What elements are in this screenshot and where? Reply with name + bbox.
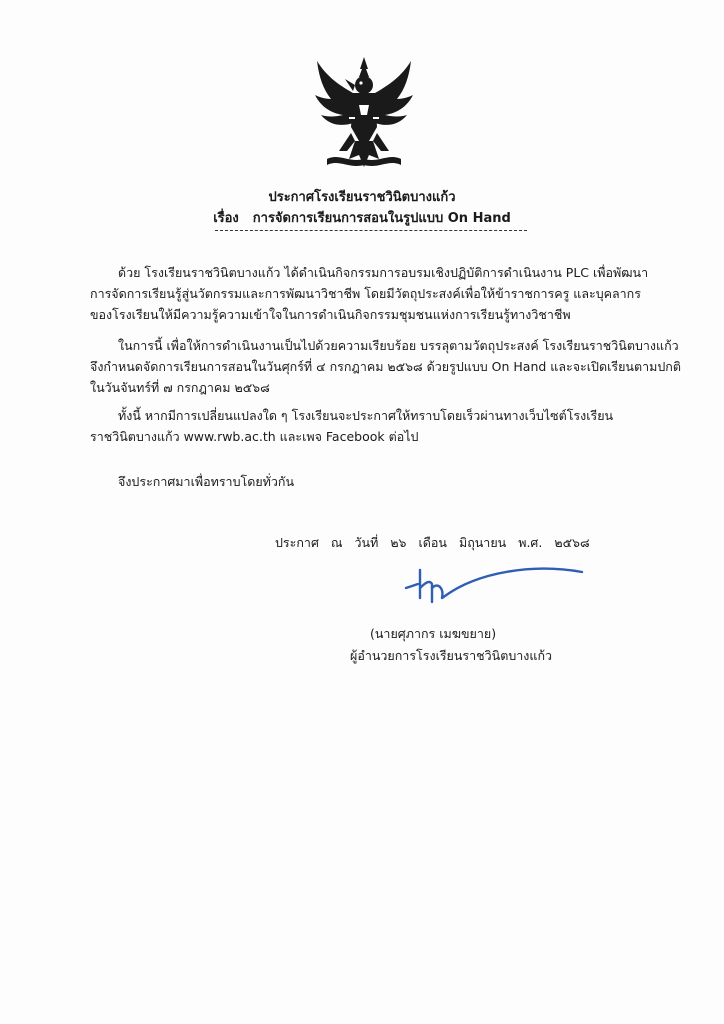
year-value: ๒๕๖๘ [554,535,590,550]
paragraph [90,471,650,492]
signatory-name: (นายศุภากร เมฆขยาย) [370,626,497,641]
date-prefix: ประกาศ [275,535,319,550]
month-value: มิถุนายน [458,535,507,550]
day-label: วันที่ [354,535,379,550]
paragraph-line: ราชวินิตบางแก้ว www.rwb.ac.th และเพจ Facebook ต่อไป [90,429,419,444]
day-value: ๒๖ [390,535,407,550]
paragraph-line: จึงประกาศมาเพื่อทราบโดยทั่วกัน [118,474,295,489]
signature-mark [398,558,588,610]
paragraph-line: ทั้งนี้ หากมีการเปลี่ยนแปลงใด ๆ โรงเรียนจะประกาศให้ทราบโดยเร็วผ่านทางเว็บไซต์โรงเรียน [118,408,614,423]
date-at: ณ [330,535,343,550]
garuda-emblem-icon [309,55,419,175]
announcement-title: ประกาศโรงเรียนราชวินิตบางแก้ว [268,190,456,205]
paragraph-line: การจัดการเรียนรู้สู่นวัตกรรมและการพัฒนาวิชาชีพ โดยมีวัตถุประสงค์เพื่อให้ข้าราชการครู และบุคลากร [90,286,641,301]
paragraph-line: จึงกำหนดจัดการเรียนการสอนในวันศุกร์ที่ ๔ กรกฎาคม ๒๕๖๘ ด้วยรูปแบบ On Hand และจะเปิดเรียนตามปกติ [90,359,681,374]
paragraph-line: ด้วย โรงเรียนราชวินิตบางแก้ว ได้ดำเนินกิจกรรมการอบรมเชิงปฏิบัติการดำเนินงาน PLC เพื่อพัฒนา [118,265,649,280]
paragraph [90,405,650,447]
paragraph-line: ในวันจันทร์ที่ ๗ กรกฎาคม ๒๕๖๘ [90,380,270,395]
year-label: พ.ศ. [518,535,543,550]
announcement-date [275,533,602,553]
subject-line [0,207,724,228]
subject-label: เรื่อง [213,211,239,226]
paragraph-line: ของโรงเรียนให้มีความรู้ความเข้าใจในการดำเนินกิจกรรมชุมชนแห่งการเรียนรู้ทางวิชาชีพ [90,307,571,322]
paragraph-line: ในการนี้ เพื่อให้การดำเนินงานเป็นไปด้วยความเรียบร้อย บรรลุตามวัตถุประสงค์ โรงเรียนราชวินิตบางแก้ว [118,338,679,353]
signatory-position: ผู้อำนวยการโรงเรียนราชวินิตบางแก้ว [350,648,553,663]
paragraph [90,262,650,325]
month-label: เดือน [418,535,447,550]
paragraph [90,335,681,398]
subject-text: การจัดการเรียนการสอนในรูปแบบ On Hand [252,211,511,226]
divider [215,230,527,231]
